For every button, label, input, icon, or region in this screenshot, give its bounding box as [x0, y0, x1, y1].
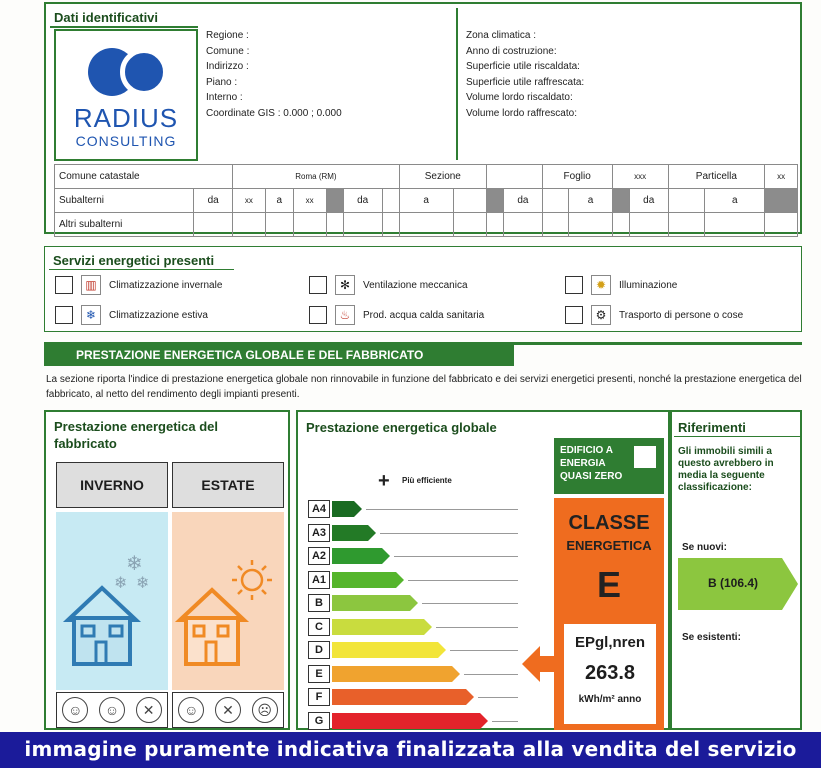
- disclaimer-text: immagine puramente indicativa finalizzata alla vendita del servizio: [24, 737, 797, 761]
- energy-class-value: E: [596, 564, 621, 605]
- radiator-icon: ▥: [81, 275, 101, 295]
- field-volume-raffrescato: Volume lordo raffrescato:: [466, 107, 577, 119]
- energy-class-guide-line: [492, 721, 518, 722]
- field-comune: Comune :: [206, 45, 250, 57]
- service-hot-water: [309, 305, 484, 325]
- references-description: Gli immobili simili a questo avrebbero in media la seguente classificazione:: [678, 446, 774, 493]
- shaded-cell: [326, 189, 343, 213]
- summer-quality-faces: [172, 692, 284, 728]
- empty-cell: [668, 189, 705, 213]
- altri-subalterni-label: Altri subalterni: [55, 213, 194, 237]
- winter-panel: [56, 512, 168, 690]
- ep-index-card: [564, 624, 656, 724]
- title-underline: [49, 269, 234, 270]
- energy-class-label: G: [308, 712, 330, 730]
- field-interno: Interno :: [206, 92, 243, 103]
- global-performance-title: Prestazione energetica globale: [306, 420, 497, 435]
- summer-house-icon: [172, 512, 284, 690]
- neutral-face-crossed-icon: ✕: [215, 697, 241, 723]
- location-fields: [206, 28, 342, 121]
- field-indirizzo: Indirizzo :: [206, 61, 249, 72]
- energy-class-arrow: [332, 525, 376, 541]
- empty-cell: [382, 189, 399, 213]
- logo-ring-inner-right: [56, 67, 92, 103]
- energy-class-arrow: [332, 689, 474, 705]
- service-checkbox[interactable]: [55, 276, 73, 294]
- smiley-face-icon: ☺: [62, 697, 88, 723]
- empty-cell: [326, 213, 343, 237]
- energy-class-guide-line: [436, 627, 518, 628]
- empty-cell: [293, 213, 326, 237]
- empty-cell: [542, 189, 569, 213]
- energy-class-arrow: [332, 572, 404, 588]
- table-row: [55, 165, 798, 189]
- empty-cell: [612, 213, 629, 237]
- table-row: [55, 189, 798, 213]
- energy-class-guide-line: [422, 603, 518, 604]
- energy-services-section: [44, 246, 802, 332]
- winter-header: INVERNO: [56, 462, 168, 508]
- comune-catastale-label: Comune catastale: [55, 165, 233, 189]
- foglio-label: Foglio: [542, 165, 612, 189]
- new-buildings-label: Se nuovi:: [682, 542, 728, 553]
- title-underline: [674, 436, 800, 437]
- svg-text:❄: ❄: [114, 573, 128, 592]
- nzeb-badge: [554, 438, 664, 494]
- da-label: da: [194, 189, 233, 213]
- svg-text:❄: ❄: [126, 551, 143, 575]
- energy-class-label: B: [308, 594, 330, 612]
- existing-buildings-label: Se esistenti:: [682, 632, 741, 643]
- ep-index-value: 263.8: [584, 662, 636, 684]
- energy-class-guide-line: [366, 509, 518, 510]
- ep-index-unit: kWh/m² anno: [578, 694, 642, 705]
- table-row: [55, 213, 798, 237]
- empty-cell: [486, 213, 503, 237]
- empty-cell: [504, 213, 543, 237]
- energy-class-guide-line: [464, 674, 518, 675]
- building-performance-panel: [44, 410, 290, 730]
- svg-text:❄: ❄: [136, 573, 150, 592]
- fan-icon: ✻: [335, 275, 355, 295]
- plus-icon: +: [378, 470, 390, 492]
- logo-ring-inner-left: [56, 31, 92, 67]
- empty-cell: [542, 213, 569, 237]
- sad-face-icon: ☹: [252, 697, 278, 723]
- service-mechanical-ventilation: [309, 275, 468, 295]
- sub-value: xx: [293, 189, 326, 213]
- classe-label: CLASSE: [568, 512, 650, 534]
- field-regione: Regione :: [206, 30, 249, 41]
- energy-class-guide-line: [450, 650, 518, 651]
- empty-cell: [382, 213, 399, 237]
- references-title: Riferimenti: [678, 420, 746, 435]
- energy-class-label: D: [308, 641, 330, 659]
- subalterni-label: Subalterni: [55, 189, 194, 213]
- foglio-value: xxx: [612, 165, 668, 189]
- empty-cell: [453, 213, 486, 237]
- service-transport: [565, 305, 743, 325]
- logo-ring-right: [120, 48, 168, 96]
- building-fields: [466, 28, 584, 121]
- da-label: da: [343, 189, 382, 213]
- energy-class-guide-line: [408, 580, 518, 581]
- logo-name: RADIUS: [73, 103, 179, 133]
- energy-class-arrow: [332, 642, 446, 658]
- energy-class-label: A3: [308, 524, 330, 542]
- a-label: a: [399, 189, 453, 213]
- references-panel: [670, 410, 802, 730]
- energy-class-guide-line: [394, 556, 518, 557]
- energy-class-arrow: [332, 619, 432, 635]
- section-description: La sezione riporta l'indice di prestazione energetica globale non rinnovabile in funzione del fabbricato e dei servizi energetici presenti, nonché la prestazione energetica del fabbricato, al netto del rendimento degli impianti presenti.: [46, 374, 802, 400]
- nzeb-checkbox[interactable]: [634, 446, 656, 468]
- energy-class-guide-line: [380, 533, 518, 534]
- energy-class-guide-line: [478, 697, 518, 698]
- service-label: Climatizzazione invernale: [109, 279, 223, 291]
- summer-panel: [172, 512, 284, 690]
- gear-icon: ⚙: [591, 305, 611, 325]
- empty-cell: [453, 189, 486, 213]
- field-zona-climatica: Zona climatica :: [466, 30, 537, 41]
- more-efficient-label: Più efficiente: [402, 476, 452, 485]
- comune-catastale-value: Roma (RM): [233, 165, 400, 189]
- nzeb-label: EDIFICIO A ENERGIA QUASI ZERO: [560, 445, 623, 482]
- section-title: PRESTAZIONE ENERGETICA GLOBALE E DEL FABBRICATO: [76, 348, 424, 362]
- empty-cell: [343, 213, 382, 237]
- energy-class-arrow: [332, 548, 390, 564]
- winter-quality-faces: [56, 692, 168, 728]
- identification-title: Dati identificativi: [54, 10, 159, 25]
- logo-subtitle: CONSULTING: [75, 133, 177, 149]
- ep-index-label: EPgl,nren: [574, 634, 645, 651]
- service-checkbox[interactable]: [309, 306, 327, 324]
- shaded-cell: [612, 189, 629, 213]
- services-title: Servizi energetici presenti: [53, 253, 215, 268]
- particella-value: xx: [765, 165, 798, 189]
- cadastral-table: [54, 164, 798, 237]
- service-label: Prod. acqua calda sanitaria: [363, 309, 485, 321]
- empty-cell: [569, 213, 612, 237]
- service-label: Ventilazione meccanica: [363, 279, 468, 291]
- energy-class-label: A2: [308, 547, 330, 565]
- da-label: da: [629, 189, 668, 213]
- a-label: a: [705, 189, 765, 213]
- empty-cell: [265, 213, 293, 237]
- shaded-cell: [765, 189, 798, 213]
- smiley-face-icon: ☺: [178, 697, 204, 723]
- shaded-cell: [486, 189, 503, 213]
- a-label: a: [265, 189, 293, 213]
- field-coordinate: Coordinate GIS : 0.000 ; 0.000: [206, 107, 342, 119]
- energy-class-box: [554, 498, 664, 618]
- energy-class-label: A4: [308, 500, 330, 518]
- empty-cell: [399, 213, 453, 237]
- energy-class-label: E: [308, 665, 330, 683]
- winter-house-icon: [56, 512, 168, 690]
- disclaimer-banner: [0, 732, 821, 768]
- field-superficie-raffrescata: Superficie utile raffrescata:: [466, 76, 585, 88]
- a-label: a: [569, 189, 612, 213]
- air-conditioner-icon: ❄: [81, 305, 101, 325]
- empty-cell: [765, 213, 798, 237]
- empty-cell: [629, 213, 668, 237]
- company-logo: [54, 29, 198, 161]
- service-winter-heating: [55, 275, 222, 295]
- field-volume-riscaldato: Volume lordo riscaldato:: [466, 92, 573, 103]
- lightbulb-icon: ✹: [591, 275, 611, 295]
- energetica-label: ENERGETICA: [566, 538, 652, 553]
- ep-index-box: [554, 618, 664, 730]
- field-superficie-riscaldata: Superficie utile riscaldata:: [466, 61, 580, 72]
- class-pointer-arrow-icon: [522, 644, 556, 684]
- service-label: Climatizzazione estiva: [109, 309, 208, 321]
- service-label: Illuminazione: [619, 279, 678, 291]
- energy-class-arrow: [332, 501, 362, 517]
- header-divider: [456, 8, 458, 160]
- field-anno-costruzione: Anno di costruzione:: [466, 45, 557, 57]
- new-buildings-class: B (106.4): [707, 576, 759, 590]
- empty-cell: [668, 213, 705, 237]
- summer-header: ESTATE: [172, 462, 284, 508]
- global-performance-panel: [296, 410, 670, 730]
- service-summer-cooling: [55, 305, 208, 325]
- energy-class-arrow: [332, 666, 460, 682]
- sezione-label: Sezione: [399, 165, 486, 189]
- neutral-face-icon: ☺: [99, 697, 125, 723]
- energy-class-label: C: [308, 618, 330, 636]
- energy-class-arrow: [332, 713, 488, 729]
- empty-cell: [194, 213, 233, 237]
- service-checkbox[interactable]: [565, 306, 583, 324]
- sad-face-crossed-icon: ✕: [136, 697, 162, 723]
- empty-cell: [233, 213, 266, 237]
- particella-label: Particella: [668, 165, 765, 189]
- service-label: Trasporto di persone o cose: [619, 309, 744, 321]
- identification-section: [44, 2, 802, 234]
- service-checkbox[interactable]: [55, 306, 73, 324]
- service-checkbox[interactable]: [309, 276, 327, 294]
- energy-class-label: A1: [308, 571, 330, 589]
- energy-class-arrow: [332, 595, 418, 611]
- service-checkbox[interactable]: [565, 276, 583, 294]
- field-piano: Piano :: [206, 76, 238, 88]
- energy-class-label: F: [308, 688, 330, 706]
- title-underline: [50, 26, 198, 28]
- sezione-value: [486, 165, 542, 189]
- sub-value: xx: [233, 189, 266, 213]
- service-lighting: [565, 275, 677, 295]
- empty-cell: [705, 213, 765, 237]
- faucet-icon: ♨: [335, 305, 355, 325]
- da-label: da: [504, 189, 543, 213]
- building-performance-title: Prestazione energetica del fabbricato: [54, 419, 219, 451]
